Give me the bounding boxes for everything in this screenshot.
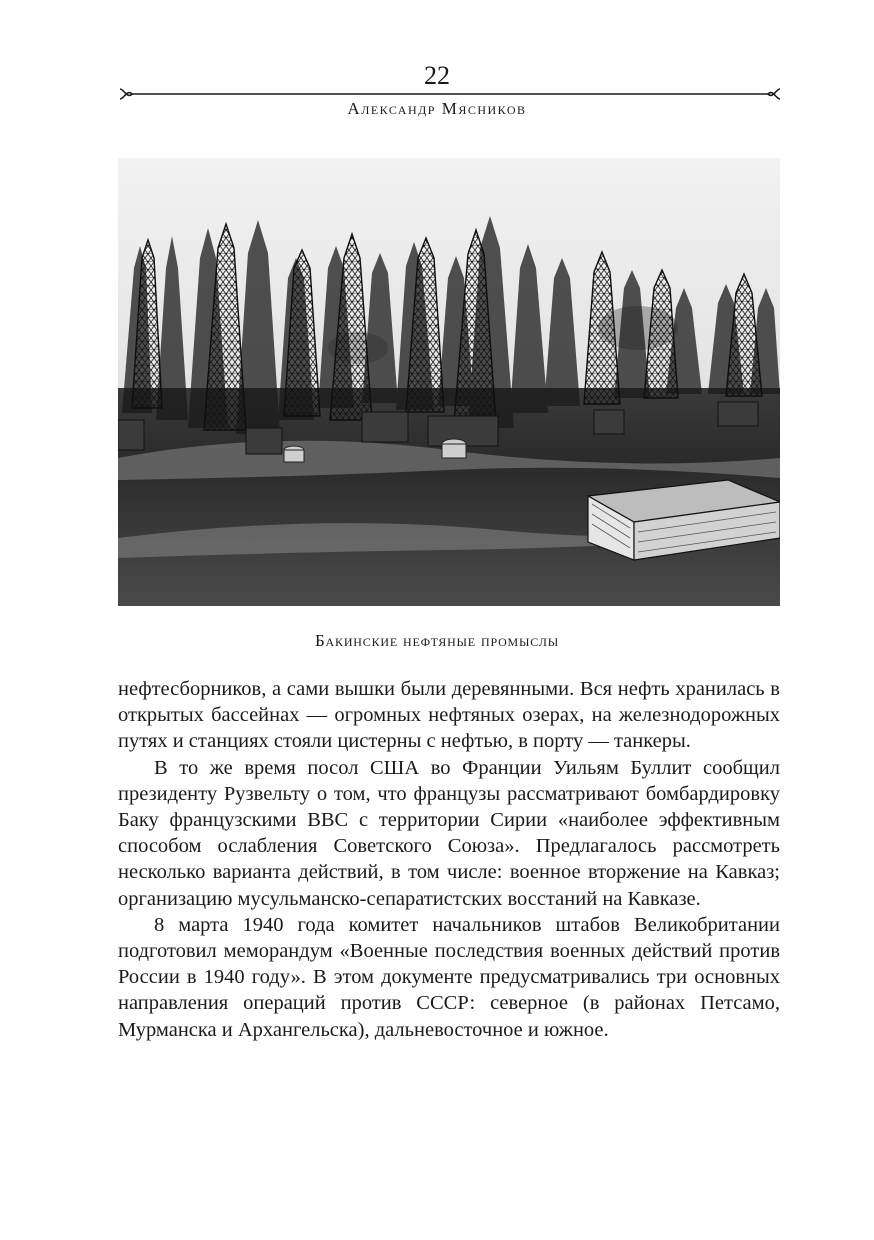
paragraph: В то же время посол США во Франции Уильям Буллит сообщил президенту Рузвельту о том, что французы рассматривают бомбардировку Баку французскими ВВС с территории Сирии «наиболее эффективным способом ослабления Советского Союза». Предлагалось рассмотреть несколько варианта действий, в том числе: военное вторжение на Кавказ; организацию мусульманско-сепаратистских восстаний на Кавказе.	[118, 756, 780, 910]
figure-caption: Бакинские нефтяные промыслы	[315, 631, 559, 650]
body-text	[118, 676, 780, 1043]
paragraph: 8 марта 1940 года комитет начальников штабов Великобритании подготовил меморандум «Военные последствия военных действий против России в 1940 году». В этом документе предусматривались три основных направления операций против СССР: северное (в районах Петсамо, Мурманска и Архангельска), дальневосточное и южное.	[118, 913, 780, 1041]
running-head-author: Александр Мясников	[347, 99, 527, 118]
page-number: 22	[424, 61, 450, 90]
paragraph: нефтесборников, а сами вышки были деревянными. Вся нефть хранилась в открытых бассейнах — огромных нефтяных озерах, на железнодорожных путях и станциях стояли цистерны с нефтью, в порту — танкеры.	[118, 678, 780, 753]
oil-fields-photo	[118, 158, 780, 606]
